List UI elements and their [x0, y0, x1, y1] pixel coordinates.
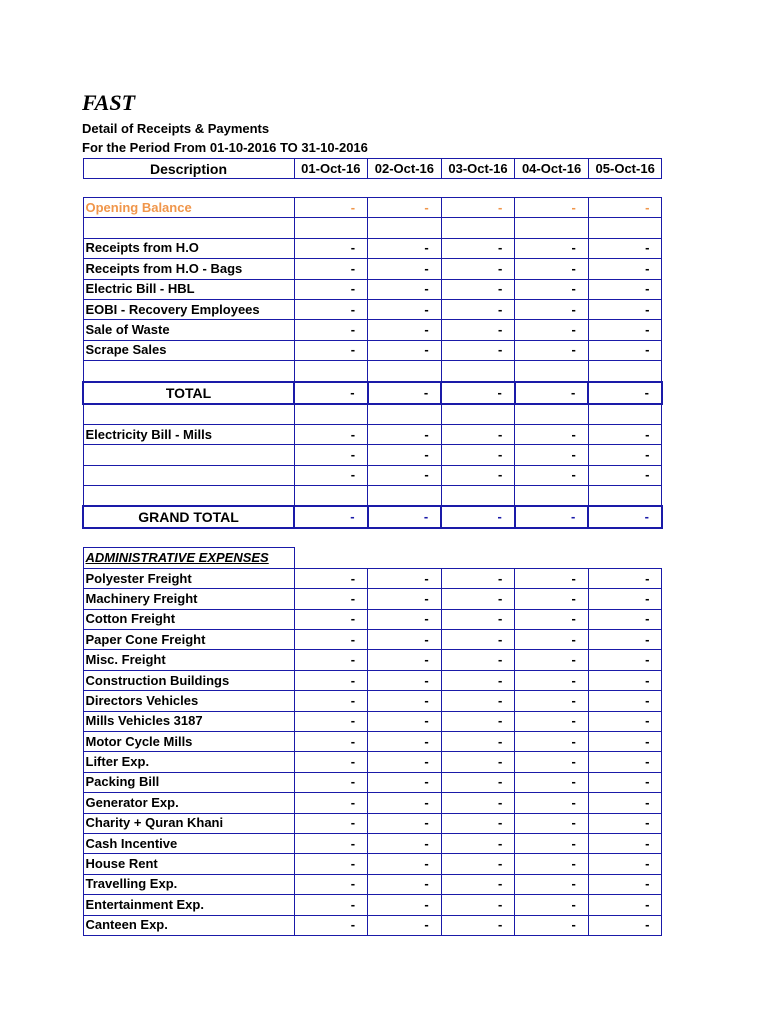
- row-value: -: [441, 630, 515, 650]
- row-value: -: [294, 711, 368, 731]
- row-description: Packing Bill: [83, 772, 294, 792]
- opening-balance-row: [83, 198, 662, 218]
- row-value: -: [515, 279, 589, 299]
- spacer-cell: [368, 179, 442, 198]
- row-value: -: [294, 895, 368, 915]
- row-value: -: [515, 772, 589, 792]
- spacer-cell: [294, 528, 368, 548]
- row-value: -: [588, 424, 662, 444]
- row-value: -: [294, 630, 368, 650]
- row-value: -: [368, 630, 442, 650]
- row-value: -: [515, 299, 589, 319]
- spacer-cell: [294, 179, 368, 198]
- row-value: -: [294, 854, 368, 874]
- row-description: Generator Exp.: [83, 793, 294, 813]
- row-value: -: [294, 340, 368, 360]
- row-value: -: [515, 320, 589, 340]
- blank-row: [83, 486, 662, 507]
- row-value: -: [515, 589, 589, 609]
- row-value: -: [588, 382, 662, 404]
- row-value: [294, 361, 368, 382]
- row-description: Machinery Freight: [83, 589, 294, 609]
- spacer-cell: [515, 528, 589, 548]
- row-value: -: [368, 299, 442, 319]
- row-value: -: [588, 813, 662, 833]
- row-value: -: [441, 382, 515, 404]
- row-value: -: [294, 279, 368, 299]
- row-value: -: [588, 506, 662, 528]
- row-value: -: [515, 670, 589, 690]
- receipts-payments-table: [82, 158, 663, 936]
- row-value: -: [515, 731, 589, 751]
- row-description: Electricity Bill - Mills: [83, 424, 294, 444]
- row-value: -: [294, 772, 368, 792]
- spacer-cell: [368, 528, 442, 548]
- total-row: [83, 382, 662, 404]
- row-value: -: [294, 424, 368, 444]
- expense-row: [83, 915, 662, 935]
- row-value: [294, 404, 368, 425]
- row-value: -: [588, 854, 662, 874]
- row-value: -: [294, 320, 368, 340]
- row-description: Paper Cone Freight: [83, 630, 294, 650]
- row-value: -: [368, 465, 442, 485]
- row-value: -: [515, 833, 589, 853]
- row-value: -: [368, 340, 442, 360]
- expense-row: [83, 609, 662, 629]
- expense-row: [83, 874, 662, 894]
- row-value: -: [588, 874, 662, 894]
- spacer-cell: [588, 528, 662, 548]
- row-value: -: [368, 198, 442, 218]
- row-value: [368, 486, 442, 507]
- row-value: -: [588, 238, 662, 258]
- row-value: -: [588, 833, 662, 853]
- row-value: -: [368, 752, 442, 772]
- row-description: Cash Incentive: [83, 833, 294, 853]
- row-value: -: [515, 650, 589, 670]
- row-value: -: [368, 915, 442, 935]
- row-value: -: [368, 813, 442, 833]
- row-value: -: [588, 711, 662, 731]
- row-value: -: [588, 259, 662, 279]
- row-value: -: [441, 650, 515, 670]
- row-value: [368, 361, 442, 382]
- row-value: [441, 486, 515, 507]
- row-value: -: [515, 813, 589, 833]
- row-value: [588, 361, 662, 382]
- row-value: -: [441, 915, 515, 935]
- row-value: -: [368, 238, 442, 258]
- expense-row: [83, 568, 662, 588]
- section-header-row: [83, 548, 662, 568]
- expense-row: [83, 833, 662, 853]
- row-value: -: [294, 238, 368, 258]
- row-description: Sale of Waste: [83, 320, 294, 340]
- receipt-row: [83, 445, 662, 465]
- row-value: -: [441, 670, 515, 690]
- row-value: -: [588, 568, 662, 588]
- row-value: -: [368, 279, 442, 299]
- row-value: -: [441, 711, 515, 731]
- row-value: -: [441, 691, 515, 711]
- row-value: -: [515, 609, 589, 629]
- row-value: -: [515, 793, 589, 813]
- row-value: -: [441, 424, 515, 444]
- row-value: -: [515, 259, 589, 279]
- row-value: [368, 218, 442, 238]
- row-value: -: [441, 445, 515, 465]
- row-value: -: [588, 731, 662, 751]
- row-value: -: [588, 609, 662, 629]
- row-description: [83, 445, 294, 465]
- receipt-row: [83, 259, 662, 279]
- expense-row: [83, 895, 662, 915]
- expense-row: [83, 589, 662, 609]
- report-period: For the Period From 01-10-2016 TO 31-10-2016: [82, 140, 368, 155]
- row-value: -: [368, 568, 442, 588]
- row-value: -: [441, 198, 515, 218]
- row-value: -: [294, 670, 368, 690]
- row-value: [294, 486, 368, 507]
- row-value: -: [294, 793, 368, 813]
- row-value: -: [588, 772, 662, 792]
- row-value: -: [588, 650, 662, 670]
- row-description: Receipts from H.O - Bags: [83, 259, 294, 279]
- row-value: -: [588, 198, 662, 218]
- row-value: -: [294, 259, 368, 279]
- row-value: -: [441, 340, 515, 360]
- row-value: -: [515, 568, 589, 588]
- row-value: -: [441, 874, 515, 894]
- row-value: -: [368, 772, 442, 792]
- spacer-cell: [441, 528, 515, 548]
- header-description: Description: [83, 159, 294, 179]
- row-description: Entertainment Exp.: [83, 895, 294, 915]
- row-description: [83, 465, 294, 485]
- expense-row: [83, 630, 662, 650]
- report-subtitle: Detail of Receipts & Payments: [82, 121, 270, 136]
- row-value: -: [515, 915, 589, 935]
- row-description: [83, 361, 294, 382]
- row-value: -: [368, 589, 442, 609]
- expense-row: [83, 711, 662, 731]
- row-description: Construction Buildings: [83, 670, 294, 690]
- row-value: -: [441, 259, 515, 279]
- row-value: -: [294, 299, 368, 319]
- row-value: -: [515, 874, 589, 894]
- expense-row: [83, 691, 662, 711]
- grand-total-row: [83, 506, 662, 528]
- row-value: -: [515, 691, 589, 711]
- row-value: -: [368, 895, 442, 915]
- row-value: -: [368, 670, 442, 690]
- spacer-cell: [515, 179, 589, 198]
- row-value: -: [368, 445, 442, 465]
- row-description: Canteen Exp.: [83, 915, 294, 935]
- row-value: -: [515, 854, 589, 874]
- row-value: -: [294, 691, 368, 711]
- header-date: 04-Oct-16: [515, 159, 589, 179]
- row-value: [294, 218, 368, 238]
- row-description: Cotton Freight: [83, 609, 294, 629]
- row-value: -: [441, 506, 515, 528]
- receipt-row: [83, 424, 662, 444]
- row-value: -: [368, 711, 442, 731]
- receipt-row: [83, 279, 662, 299]
- row-description: Receipts from H.O: [83, 238, 294, 258]
- row-value: -: [515, 630, 589, 650]
- row-value: -: [368, 382, 442, 404]
- row-value: -: [515, 465, 589, 485]
- row-value: -: [588, 895, 662, 915]
- row-description: TOTAL: [83, 382, 294, 404]
- row-value: [441, 361, 515, 382]
- row-value: -: [588, 915, 662, 935]
- row-value: -: [368, 259, 442, 279]
- row-description: Directors Vehicles: [83, 691, 294, 711]
- row-value: -: [515, 445, 589, 465]
- row-value: [441, 404, 515, 425]
- row-value: -: [441, 752, 515, 772]
- row-value: [588, 486, 662, 507]
- row-description: Misc. Freight: [83, 650, 294, 670]
- row-value: -: [441, 299, 515, 319]
- spacer-row: [83, 179, 662, 198]
- row-value: -: [441, 238, 515, 258]
- row-value: -: [294, 465, 368, 485]
- row-description: Lifter Exp.: [83, 752, 294, 772]
- row-value: -: [441, 320, 515, 340]
- section-spacer: [294, 548, 662, 568]
- row-value: -: [368, 731, 442, 751]
- row-description: Charity + Quran Khani: [83, 813, 294, 833]
- row-value: -: [294, 813, 368, 833]
- row-value: -: [441, 833, 515, 853]
- table-header: [83, 159, 662, 179]
- row-value: -: [441, 589, 515, 609]
- expense-row: [83, 670, 662, 690]
- row-value: -: [441, 609, 515, 629]
- row-description: Opening Balance: [83, 198, 294, 218]
- spacer-row: [83, 528, 662, 548]
- row-value: [588, 218, 662, 238]
- row-value: [588, 404, 662, 425]
- row-value: -: [515, 506, 589, 528]
- spacer-cell: [588, 179, 662, 198]
- row-value: -: [515, 340, 589, 360]
- row-description: House Rent: [83, 854, 294, 874]
- receipt-row: [83, 340, 662, 360]
- row-description: EOBI - Recovery Employees: [83, 299, 294, 319]
- row-value: -: [368, 609, 442, 629]
- row-description: Travelling Exp.: [83, 874, 294, 894]
- row-value: -: [368, 424, 442, 444]
- row-value: [515, 486, 589, 507]
- row-value: -: [588, 340, 662, 360]
- expense-row: [83, 793, 662, 813]
- row-value: [515, 404, 589, 425]
- row-value: [515, 361, 589, 382]
- row-value: -: [515, 198, 589, 218]
- row-value: -: [368, 874, 442, 894]
- row-value: -: [294, 833, 368, 853]
- row-value: -: [441, 731, 515, 751]
- row-value: -: [294, 506, 368, 528]
- row-value: -: [588, 670, 662, 690]
- row-value: -: [588, 752, 662, 772]
- expense-row: [83, 772, 662, 792]
- row-value: -: [368, 833, 442, 853]
- row-value: -: [515, 895, 589, 915]
- row-value: -: [294, 589, 368, 609]
- row-value: -: [441, 772, 515, 792]
- row-description: Mills Vehicles 3187: [83, 711, 294, 731]
- expense-row: [83, 854, 662, 874]
- expense-row: [83, 813, 662, 833]
- blank-row: [83, 404, 662, 425]
- row-description: Motor Cycle Mills: [83, 731, 294, 751]
- row-value: -: [515, 238, 589, 258]
- row-value: -: [368, 506, 442, 528]
- row-value: -: [294, 650, 368, 670]
- row-value: -: [294, 731, 368, 751]
- row-value: -: [588, 793, 662, 813]
- row-value: -: [294, 752, 368, 772]
- row-description: Scrape Sales: [83, 340, 294, 360]
- expense-row: [83, 731, 662, 751]
- row-value: -: [588, 465, 662, 485]
- receipt-row: [83, 320, 662, 340]
- section-title: ADMINISTRATIVE EXPENSES: [83, 548, 294, 568]
- row-value: -: [368, 320, 442, 340]
- expense-row: [83, 650, 662, 670]
- header-date: 02-Oct-16: [368, 159, 442, 179]
- row-value: [441, 218, 515, 238]
- row-value: -: [441, 793, 515, 813]
- row-value: -: [588, 320, 662, 340]
- row-description: GRAND TOTAL: [83, 506, 294, 528]
- row-value: -: [515, 752, 589, 772]
- row-value: -: [368, 793, 442, 813]
- row-description: Electric Bill - HBL: [83, 279, 294, 299]
- row-description: [83, 218, 294, 238]
- row-value: -: [515, 711, 589, 731]
- row-value: -: [588, 279, 662, 299]
- row-value: -: [441, 895, 515, 915]
- receipt-row: [83, 465, 662, 485]
- row-value: -: [294, 568, 368, 588]
- row-value: -: [441, 279, 515, 299]
- row-value: -: [588, 630, 662, 650]
- receipt-row: [83, 238, 662, 258]
- expense-row: [83, 752, 662, 772]
- company-name: FAST: [82, 90, 136, 115]
- row-value: -: [588, 445, 662, 465]
- spacer-cell: [83, 528, 294, 548]
- row-value: -: [294, 445, 368, 465]
- header-date: 05-Oct-16: [588, 159, 662, 179]
- row-value: -: [294, 874, 368, 894]
- header-date: 01-Oct-16: [294, 159, 368, 179]
- row-value: [368, 404, 442, 425]
- row-description: [83, 486, 294, 507]
- blank-row: [83, 361, 662, 382]
- row-value: -: [441, 854, 515, 874]
- row-value: -: [515, 382, 589, 404]
- row-description: [83, 404, 294, 425]
- row-value: -: [294, 609, 368, 629]
- row-description: Polyester Freight: [83, 568, 294, 588]
- row-value: -: [368, 691, 442, 711]
- row-value: -: [441, 813, 515, 833]
- receipt-row: [83, 299, 662, 319]
- row-value: -: [588, 589, 662, 609]
- row-value: -: [368, 650, 442, 670]
- row-value: -: [294, 915, 368, 935]
- row-value: -: [441, 465, 515, 485]
- row-value: -: [588, 299, 662, 319]
- blank-row: [83, 218, 662, 238]
- header-date: 03-Oct-16: [441, 159, 515, 179]
- row-value: -: [294, 382, 368, 404]
- row-value: -: [441, 568, 515, 588]
- row-value: -: [588, 691, 662, 711]
- row-value: -: [294, 198, 368, 218]
- row-value: [515, 218, 589, 238]
- row-value: -: [368, 854, 442, 874]
- spacer-cell: [441, 179, 515, 198]
- row-value: -: [515, 424, 589, 444]
- spacer-cell: [83, 179, 294, 198]
